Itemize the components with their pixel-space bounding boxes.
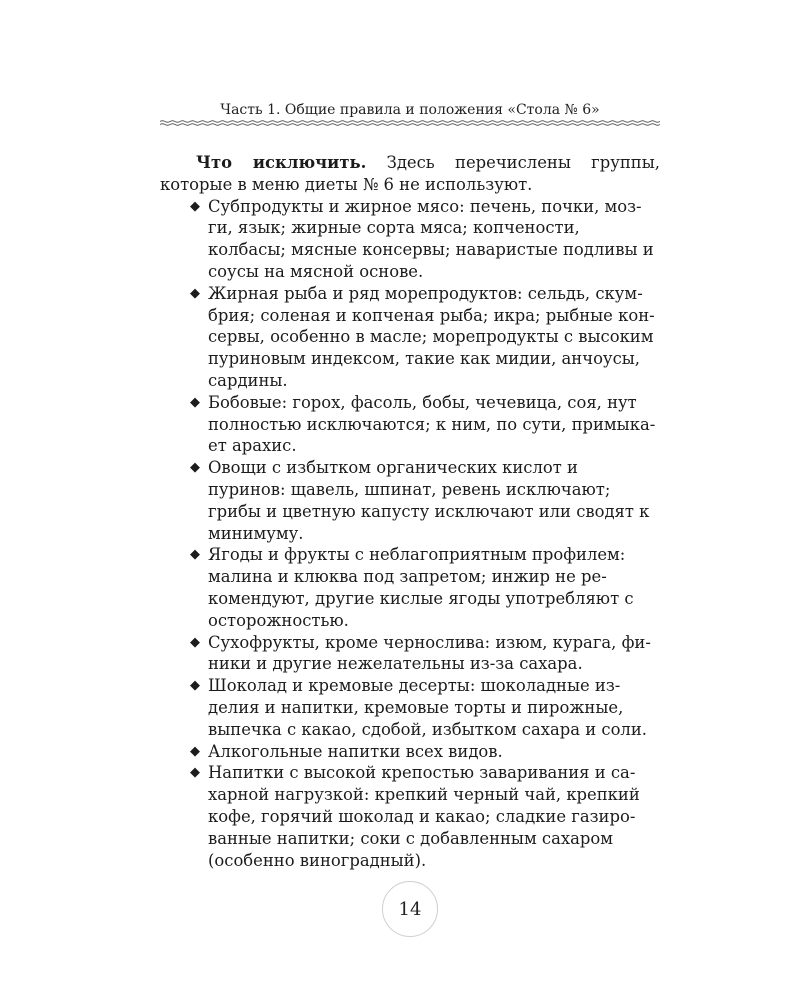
list-item-text: Субпродукты и жирное мясо: печень, почки, мозги, язык; жирные сорта мяса; копчености, колбасы; мясные консервы; наваристые подливы и соусы на мясной основе.	[208, 196, 654, 281]
diamond-bullet-icon: ◆	[190, 394, 200, 410]
list-item-text: Сухофрукты, кроме чернослива: изюм, курага, финики и другие нежелательны из-за сахара.	[208, 632, 651, 674]
page-body	[160, 152, 660, 871]
list-item	[160, 762, 660, 871]
diamond-bullet-icon: ◆	[190, 765, 200, 781]
diamond-bullet-icon: ◆	[190, 547, 200, 563]
diamond-bullet-icon: ◆	[190, 743, 200, 759]
running-header: Часть 1. Общие правила и положения «Стола № 6»	[220, 102, 600, 118]
list-item-text: Шоколад и кремовые десерты: шоколадные изделия и напитки, кремовые торты и пирожные, выпечка с какао, сдобой, избытком сахара и соли.	[208, 676, 647, 739]
page-number: 14	[382, 881, 438, 937]
intro-paragraph	[160, 152, 660, 196]
list-item-text: Алкогольные напитки всех видов.	[208, 741, 503, 761]
list-item	[160, 196, 660, 283]
list-item	[160, 392, 660, 457]
list-item-text: Ягоды и фрукты с неблагоприятным профилем: малина и клюква под запретом; инжир не рекомендуют, другие кислые ягоды употребляют с осторожностью.	[208, 545, 634, 630]
list-item-text: Овощи с избытком органических кислот и пуринов: щавель, шпинат, ревень исключают; грибы и цветную капусту исключают или сводят к минимуму.	[208, 458, 650, 543]
list-item	[160, 283, 660, 392]
intro-text: Здесь перечислены группы, которые в меню диеты № 6 не используют.	[160, 153, 660, 194]
list-item	[160, 632, 660, 676]
diamond-bullet-icon: ◆	[190, 678, 200, 694]
intro-lead: Что исключить.	[196, 153, 367, 172]
list-item	[160, 675, 660, 740]
list-item	[160, 457, 660, 544]
list-item-text: Напитки с высокой крепостью заваривания и сахарной нагрузкой: крепкий черный чай, крепкий кофе, горячий шоколад и какао; сладкие газированные напитки; соки с добавленным сахаром (особенно виноградный).	[208, 763, 640, 870]
list-item-text: Жирная рыба и ряд морепродуктов: сельдь, скумбрия; соленая и копченая рыба; икра; рыбные консервы, особенно в масле; морепродукты с высоким пуриновым индексом, такие как мидии, анчоусы, сардины.	[208, 283, 655, 390]
header-wavy-rule	[160, 120, 660, 126]
list-item	[160, 741, 660, 763]
list-item-text: Бобовые: горох, фасоль, бобы, чечевица, соя, нут полностью исключаются; к ним, по сути, примыкает арахис.	[208, 392, 656, 456]
list-item	[160, 544, 660, 631]
diamond-bullet-icon: ◆	[190, 460, 200, 476]
diamond-bullet-icon: ◆	[190, 198, 200, 214]
diamond-bullet-icon: ◆	[190, 285, 200, 301]
diamond-bullet-icon: ◆	[190, 634, 200, 650]
exclusion-list	[160, 196, 660, 872]
